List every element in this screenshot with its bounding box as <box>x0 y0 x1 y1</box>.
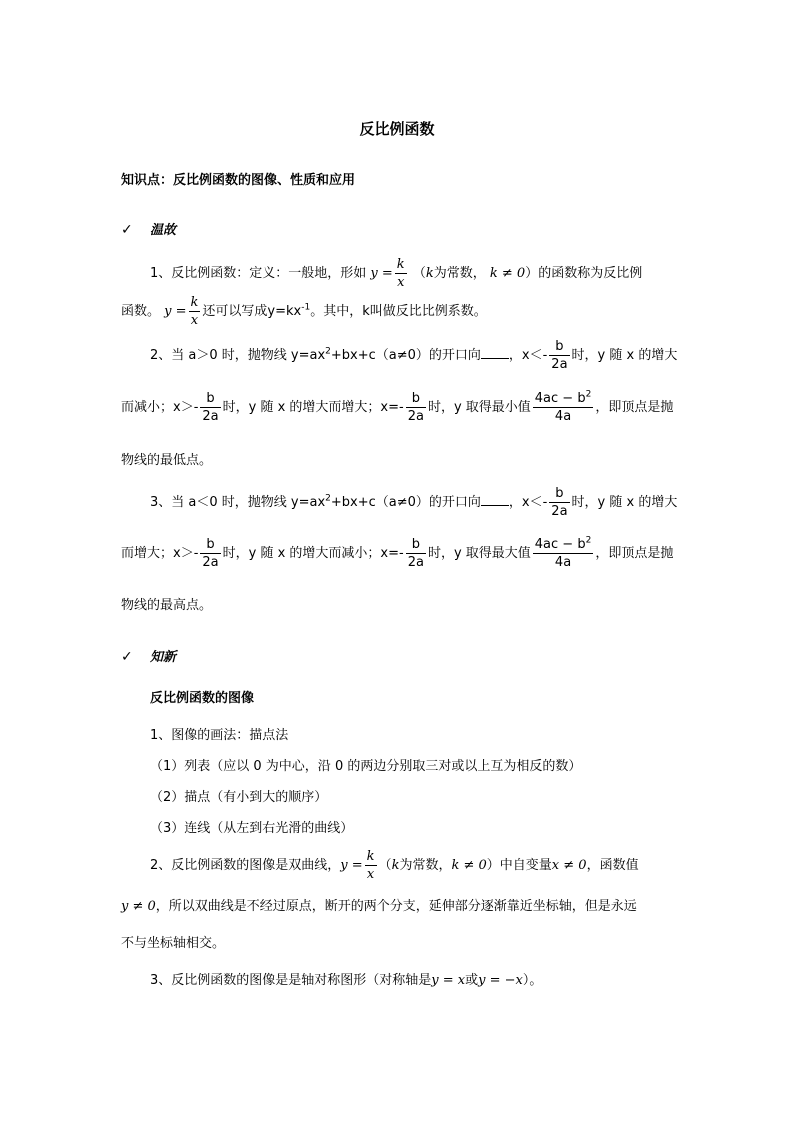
fill-blank[interactable] <box>481 346 509 359</box>
section-heading-new: 知新 <box>150 650 177 665</box>
new-item-1-3: （3）连线（从左到右光滑的曲线） <box>150 821 354 836</box>
fraction-k-over-x: $\frac{k}{x}$ <box>396 257 405 290</box>
subheading-graph: 反比例函数的图像 <box>150 691 255 706</box>
fraction-k-over-x: $\frac{k}{x}$ <box>190 295 199 328</box>
new-item-3: 3、反比例函数的图像是是轴对称图形（对称轴是y = x或y = −x）。 <box>150 973 543 988</box>
new-item-2-line-2: y ≠ 0，所以双曲线是不经过原点，断开的两个分支，延伸部分逐渐靠近坐标轴，但是永远 <box>121 899 637 914</box>
check-icon: ✓ <box>121 222 133 238</box>
fraction-vertex-max: $\frac{4ac - b^2}{4a}$ <box>534 535 592 570</box>
new-item-1-2: （2）描点（有小到大的顺序） <box>150 790 328 805</box>
new-item-2: 2、反比例函数的图像是双曲线，y = $\frac{k}{x}$ （k为常数，k ≠ 0）中自变量x ≠ 0，函数值 <box>150 849 639 882</box>
review-paragraph-1: 1、反比例函数：定义：一般地，形如 y = $\frac{k}{x}$ （k为常数， k ≠ 0）的函数称为反比例 <box>150 257 643 290</box>
fraction-vertex-min: $\frac{4ac - b^2}{4a}$ <box>534 389 592 424</box>
new-item-1: 1、图像的画法：描点法 <box>150 728 289 743</box>
review-paragraph-3-line-2: 而增大；x＞- $\frac{b}{2a}$ 时，y 随 x 的增大而减小；x=- $\frac{b}{2a}$ 时，y 取得最大值 $\frac{4ac - b^2}{4a}$ ，即顶点是抛 <box>121 535 674 570</box>
review-paragraph-3-line-3: 物线的最高点。 <box>121 598 213 613</box>
review-paragraph-1-line-2: 函数。 y = $\frac{k}{x}$ 还可以写成$y=kx^{-1}$。其中，k叫做反比比例系数。 <box>121 295 487 328</box>
review-paragraph-2-line-2: 而减小；x＞- $\frac{b}{2a}$ 时，y 随 x 的增大而增大；x=- $\frac{b}{2a}$ 时，y 取得最小值 $\frac{4ac - b^2}{4a}$ ，即顶点是抛 <box>121 389 674 424</box>
review-paragraph-3: 3、当 a＜0 时，抛物线 $y=ax^2+bx+c(a\ne 0)$的开口向 ，x＜- $\frac{b}{2a}$ 时，y 随 x 的增大 <box>150 486 678 519</box>
section-heading-review: 温故 <box>150 223 177 238</box>
knowledge-point: 知识点：反比例函数的图像、性质和应用 <box>121 173 356 188</box>
review-paragraph-2: 2、当 a＞0 时，抛物线 $y=ax^2+bx+c(a\ne 0)$的开口向 ，x＜- $\frac{b}{2a}$ 时，y 随 x 的增大 <box>150 339 678 372</box>
fill-blank[interactable] <box>481 493 509 506</box>
math-y-eq: y = <box>370 266 393 281</box>
page-title: 反比例函数 <box>359 120 435 138</box>
check-icon: ✓ <box>121 649 133 665</box>
new-item-2-line-3: 不与坐标轴相交。 <box>121 936 226 951</box>
new-item-1-1: （1）列表（应以 0 为中心，沿 0 的两边分别取三对或以上互为相反的数） <box>150 759 582 774</box>
review-paragraph-2-line-3: 物线的最低点。 <box>121 453 213 468</box>
fraction-b-over-2a: $\frac{b}{2a}$ <box>551 339 568 372</box>
